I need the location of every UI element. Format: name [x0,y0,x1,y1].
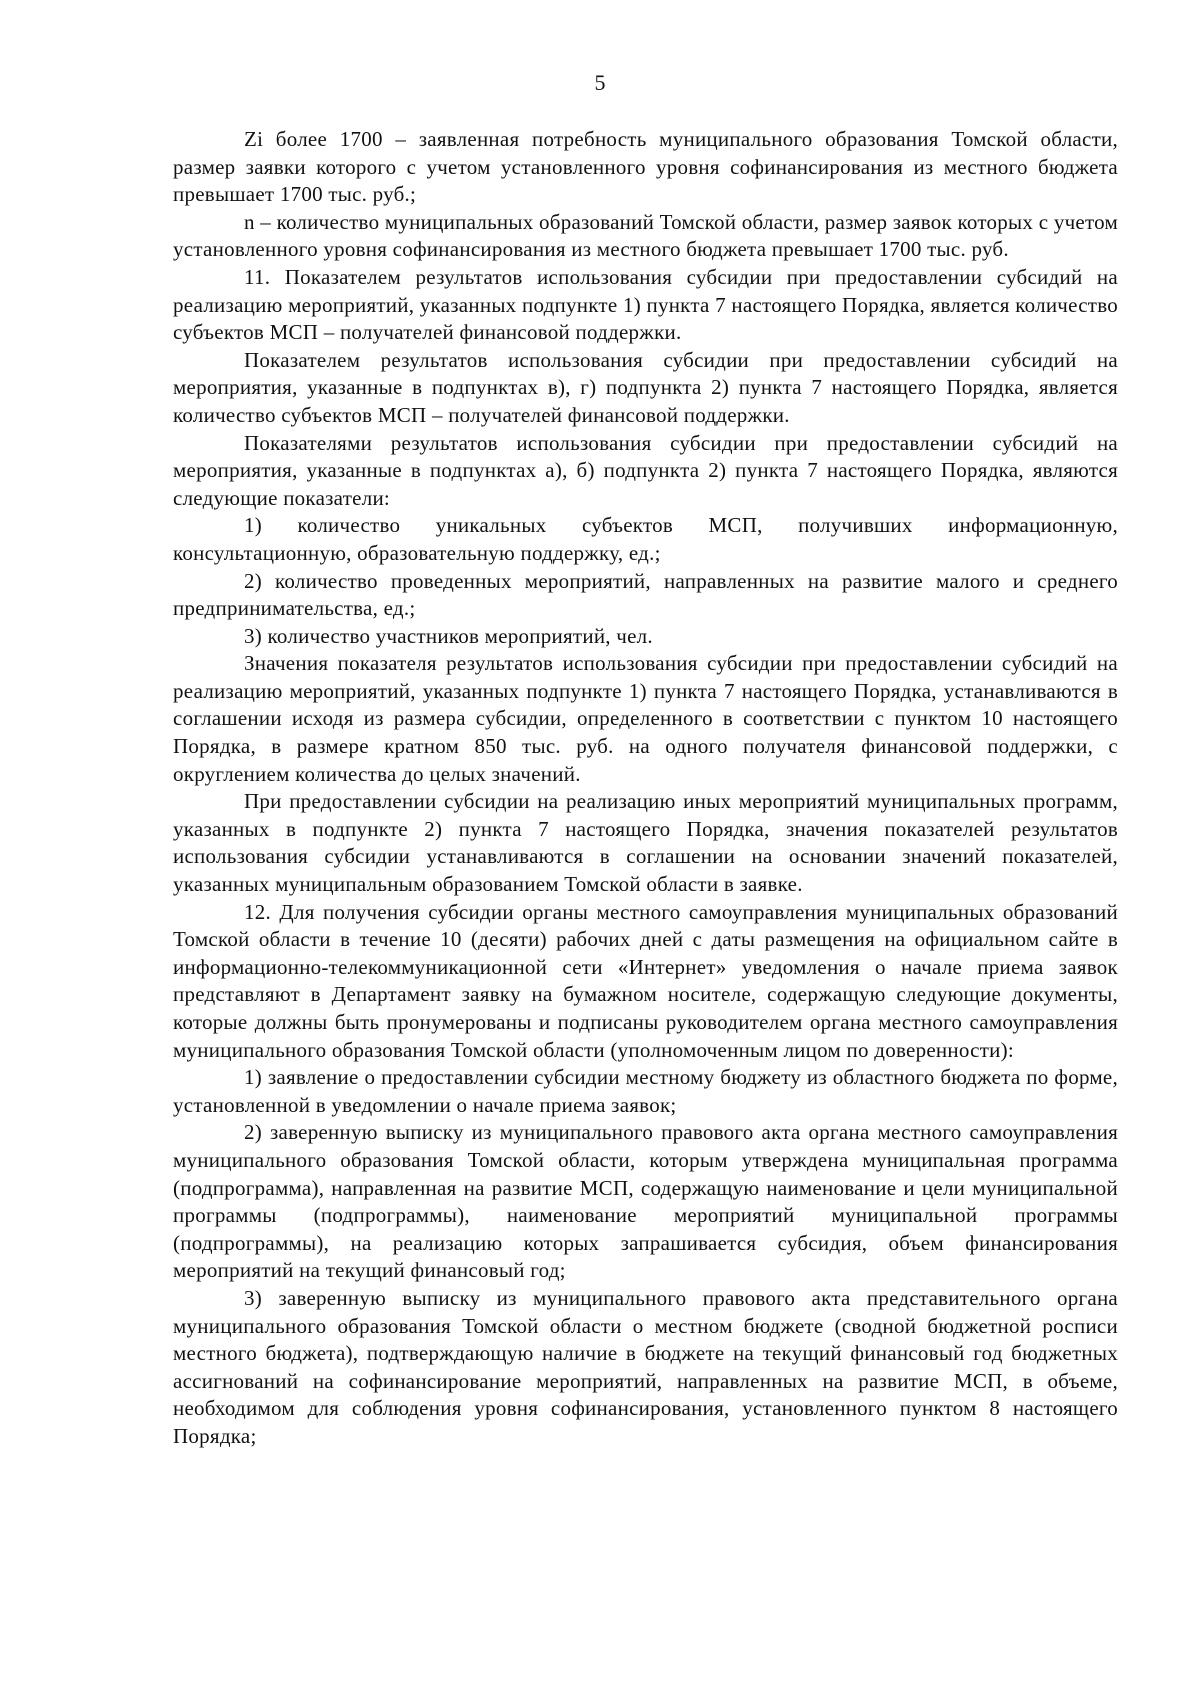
paragraph-indicator-values: Значения показателя результатов использования субсидии при предоставлении субсидий на реализацию мероприятий, указанных подпункте 1) пункта 7 настоящего Порядка, устанавливаются в соглашении исходя из размера субсидии, определенного в соответствии с пунктом 10 настоящего Порядка, в размере кратном 850 тыс. руб. на одного получателя финансовой поддержки, с округлением количества до целых значений. [173,651,1118,786]
paragraph-item-11: 11. Показателем результатов использования субсидии при предоставлении субсидий на реализацию мероприятий, указанных подпункте 1) пункта 7 настоящего Порядка, является количество субъектов МСП – получателей финансовой поддержки. [173,264,1118,345]
list-item-indicator-3: 3) количество участников мероприятий, чел. [244,623,653,648]
page-number: 5 [594,70,606,95]
list-item-indicator-1: 1) количество уникальных субъектов МСП, получивших информационную, консультационную, образовательную поддержку, ед.; [173,513,1118,565]
paragraph-indicator-v-g: Показателем результатов использования субсидии при предоставлении субсидий на мероприятия, указанные в подпунктах в), г) подпункта 2) пункта 7 настоящего Порядка, является количество субъектов МСП – получателей финансовой поддержки. [173,347,1118,427]
paragraph-indicators-a-b: Показателями результатов использования субсидии при предоставлении субсидий на мероприятия, указанные в подпунктах а), б) подпункта 2) пункта 7 настоящего Порядка, являются следующие показатели: [173,430,1118,510]
paragraph-other-programs: При предоставлении субсидии на реализацию иных мероприятий муниципальных программ, указанных в подпункте 2) пункта 7 настоящего Порядка, значения показателей результатов использования субсидии устанавливаются в соглашении на основании значений показателей, указанных муниципальным образованием Томской области в заявке. [173,789,1118,897]
list-item-indicator-2: 2) количество проведенных мероприятий, направленных на развитие малого и среднего предпринимательства, ед.; [173,568,1118,621]
paragraph-item-12: 12. Для получения субсидии органы местного самоуправления муниципальных образований Томской области в течение 10 (десяти) рабочих дней с даты размещения на официальном сайте в информационно-телекоммуникационной сети «Интернет» уведомления о начале приема заявок представляют в Департамент заявку на бумажном носителе, содержащую следующие документы, которые должны быть пронумерованы и подписаны руководителем органа местного самоуправления муниципального образования Томской области (уполномоченным лицом по доверенности): [173,899,1118,1062]
paragraph-n-definition: n – количество муниципальных образований Томской области, размер заявок которых с учетом установленного уровня софинансирования из местного бюджета превышает 1700 тыс. руб. [173,209,1118,262]
list-item-document-3: 3) заверенную выписку из муниципального правового акта представительного органа муниципального образования Томской области о местном бюджете (сводной бюджетной росписи местного бюджета), подтверждающую наличие в бюджете на текущий финансовый год бюджетных ассигнований на софинансирование мероприятий, направленных на развитие МСП, в объеме, необходимом для соблюдения уровня софинансирования, установленного пунктом 8 настоящего Порядка; [173,1285,1118,1448]
list-item-document-2: 2) заверенную выписку из муниципального правового акта органа местного самоуправления муниципального образования Томской области, которым утверждена муниципальная программа (подпрограмма), направленная на развитие МСП, содержащую наименование и цели муниципальной программы (подпрограммы), наименование мероприятий муниципальной программы (подпрограммы), на реализацию которых запрашивается субсидия, объем финансирования мероприятий на текущий финансовый год; [173,1120,1118,1283]
paragraph-zi-definition: Zi более 1700 – заявленная потребность муниципального образования Томской области, размер заявки которого с учетом установленного уровня софинансирования из местного бюджета превышает 1700 тыс. руб.; [173,127,1118,207]
list-item-document-1: 1) заявление о предоставлении субсидии местному бюджету из областного бюджета по форме, установленной в уведомлении о начале приема заявок; [173,1065,1118,1117]
document-body [173,126,1118,1451]
